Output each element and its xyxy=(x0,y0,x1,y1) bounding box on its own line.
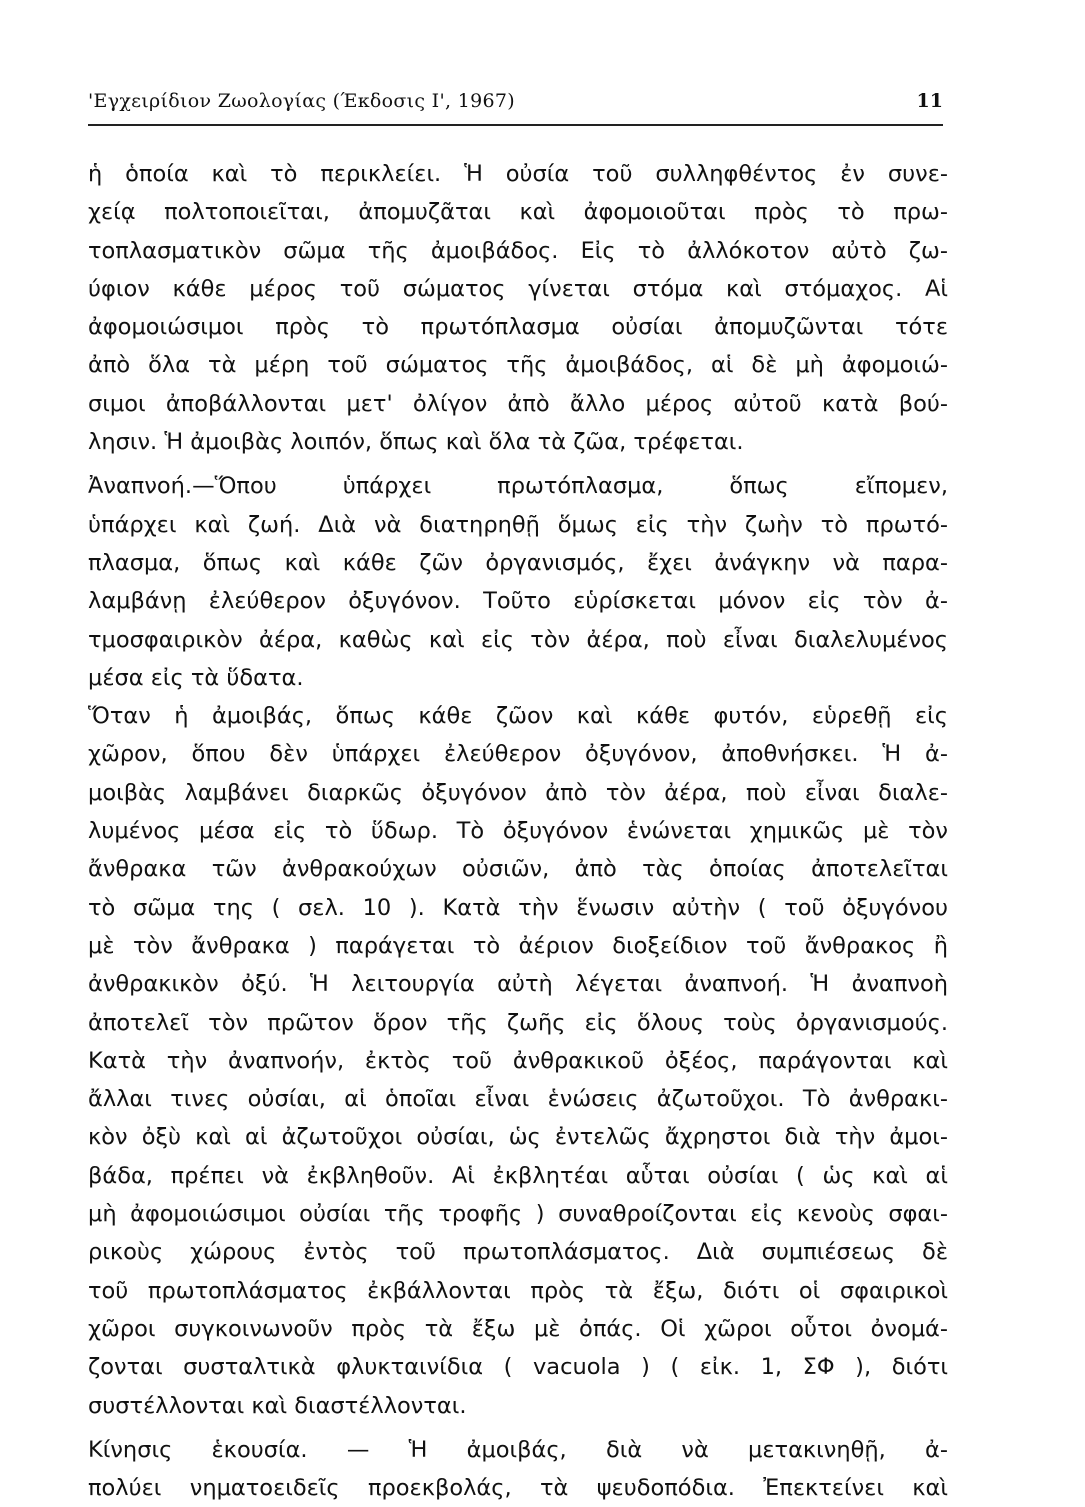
text-line: συστέλλονται καὶ διαστέλλονται. xyxy=(88,1392,467,1419)
text-line: βάδα, πρέπει νὰ ἐκβληθοῦν. Αἱ ἐκβλητέαι αὗται οὐσίαι ( ὡς καὶ αἱ xyxy=(88,1162,948,1189)
text-line: μοιβὰς λαμβάνει διαρκῶς ὀξυγόνον ἀπὸ τὸν ἀέρα, ποὺ εἶναι διαλε- xyxy=(88,779,948,806)
text-line: ἡ ὁποία καὶ τὸ περικλείει. Ἡ οὐσία τοῦ συλληφθέντος ἐν συνε- xyxy=(88,161,948,187)
section-heading-line: Ἀναπνοή.—Ὅπου ὑπάρχει πρωτόπλασμα, ὅπως εἴπομεν, xyxy=(88,473,948,500)
text-line: χείᾳ πολτοποιεῖται, ἀπομυζᾶται καὶ ἀφομοιοῦται πρὸς τὸ πρω- xyxy=(88,199,948,226)
text-line: ἀφομοιώσιμοι πρὸς τὸ πρωτόπλασμα οὐσίαι ἀπομυζῶνται τότε xyxy=(88,314,948,341)
text-line: λυμένος μέσα εἰς τὸ ὕδωρ. Τὸ ὀξυγόνον ἑνώνεται χημικῶς μὲ τὸν xyxy=(88,818,948,845)
text-line: ἄλλαι τινες οὐσίαι, αἱ ὁποῖαι εἶναι ἑνώσεις ἀζωτοῦχοι. Τὸ ἀνθρακι- xyxy=(88,1086,948,1113)
text-line: μὲ τὸν ἄνθρακα ) παράγεται τὸ ἀέριον διοξείδιον τοῦ ἄνθρακος ἢ xyxy=(88,932,948,959)
book-title: 'Εγχειρίδιον Ζωολογίας (Έκδοσις Ι', 1967) xyxy=(88,90,515,112)
text-line: μέσα εἰς τὰ ὕδατα. xyxy=(88,664,304,691)
text-line: ἀποτελεῖ τὸν πρῶτον ὅρον τῆς ζωῆς εἰς ὅλους τοὺς ὀργανισμούς. xyxy=(88,1009,948,1036)
text-line: ἀνθρακικὸν ὀξύ. Ἡ λειτουργία αὐτὴ λέγεται ἀναπνοή. Ἡ ἀναπνοὴ xyxy=(88,971,948,998)
text-line: χῶροι συγκοινωνοῦν πρὸς τὰ ἔξω μὲ ὀπάς. Οἱ χῶροι οὗτοι ὀνομά- xyxy=(88,1315,948,1342)
text-line: μὴ ἀφομοιώσιμοι οὐσίαι τῆς τροφῆς ) συναθροίζονται εἰς κενοὺς σφαι- xyxy=(88,1201,948,1228)
text-line: τοπλασματικὸν σῶμα τῆς ἀμοιβάδος. Εἰς τὸ ἀλλόκοτον αὐτὸ ζω- xyxy=(88,237,948,264)
text-line: τὸ σῶμα της ( σελ. 10 ). Κατὰ τὴν ἕνωσιν αὐτὴν ( τοῦ ὀξυγόνου xyxy=(88,894,948,921)
text-line: ύφιον κάθε μέρος τοῦ σώματος γίνεται στόμα καὶ στόμαχος. Αἱ xyxy=(88,275,948,302)
text-line: λαμβάνῃ ἐλεύθερον ὀξυγόνον. Τοῦτο εὑρίσκεται μόνον εἰς τὸν ἀ- xyxy=(88,588,948,615)
text-line: Ὅταν ἡ ἀμοιβάς, ὅπως κάθε ζῶον καὶ κάθε φυτόν, εὑρεθῇ εἰς xyxy=(88,703,948,730)
text-line: ὑπάρχει καὶ ζωή. Διὰ νὰ διατηρηθῇ ὅμως εἰς τὴν ζωὴν τὸ πρωτό- xyxy=(88,511,948,538)
text-line: Κατὰ τὴν ἀναπνοήν, ἐκτὸς τοῦ ἀνθρακικοῦ ὀξέος, παράγονται καὶ xyxy=(88,1047,948,1074)
section-heading-line: Κίνησις ἑκουσία. — Ἡ ἀμοιβάς, διὰ νὰ μετακινηθῇ, ἀ- xyxy=(88,1436,948,1463)
text-line: τμοσφαιρικὸν ἀέρα, καθὼς καὶ εἰς τὸν ἀέρα, ποὺ εἶναι διαλελυμένος xyxy=(88,626,948,653)
text-line: ἄνθρακα τῶν ἀνθρακούχων οὐσιῶν, ἀπὸ τὰς ὁποίας ἀποτελεῖται xyxy=(88,856,948,883)
text-line: ζονται συσταλτικὰ φλυκταινίδια ( vacuola ) ( εἰκ. 1, ΣΦ ), διότι xyxy=(88,1354,948,1381)
running-header xyxy=(88,88,943,126)
text-line: σιμοι ἀποβάλλονται μετ' ὀλίγον ἀπὸ ἄλλο μέρος αὐτοῦ κατὰ βού- xyxy=(88,390,948,417)
text-line: ρικοὺς χώρους ἐντὸς τοῦ πρωτοπλάσματος. Διὰ συμπιέσεως δὲ xyxy=(88,1239,948,1266)
page-number: 11 xyxy=(916,90,943,112)
text-line: κὸν ὀξὺ καὶ αἱ ἀζωτοῦχοι οὐσίαι, ὡς ἐντελῶς ἄχρηστοι διὰ τὴν ἀμοι- xyxy=(88,1124,948,1151)
text-line: πολύει νηματοειδεῖς προεκβολάς, τὰ ψευδοπόδια. Ἐπεκτείνει καὶ xyxy=(88,1475,948,1502)
body-text xyxy=(88,155,948,1507)
text-line: ἀπὸ ὅλα τὰ μέρη τοῦ σώματος τῆς ἀμοιβάδος, αἱ δὲ μὴ ἀφομοιώ- xyxy=(88,352,948,379)
text-line: χῶρον, ὅπου δὲν ὑπάρχει ἐλεύθερον ὀξυγόνον, ἀποθνήσκει. Ἡ ἀ- xyxy=(88,741,948,768)
text-line: πλασμα, ὅπως καὶ κάθε ζῶν ὀργανισμός, ἔχει ἀνάγκην νὰ παρα- xyxy=(88,549,948,576)
text-line: λησιν. Ἡ ἀμοιβὰς λοιπόν, ὅπως καὶ ὅλα τὰ ζῶα, τρέφεται. xyxy=(88,429,744,456)
text-line: τοῦ πρωτοπλάσματος ἐκβάλλονται πρὸς τὰ ἔξω, διότι οἱ σφαιρικοὶ xyxy=(88,1277,948,1304)
